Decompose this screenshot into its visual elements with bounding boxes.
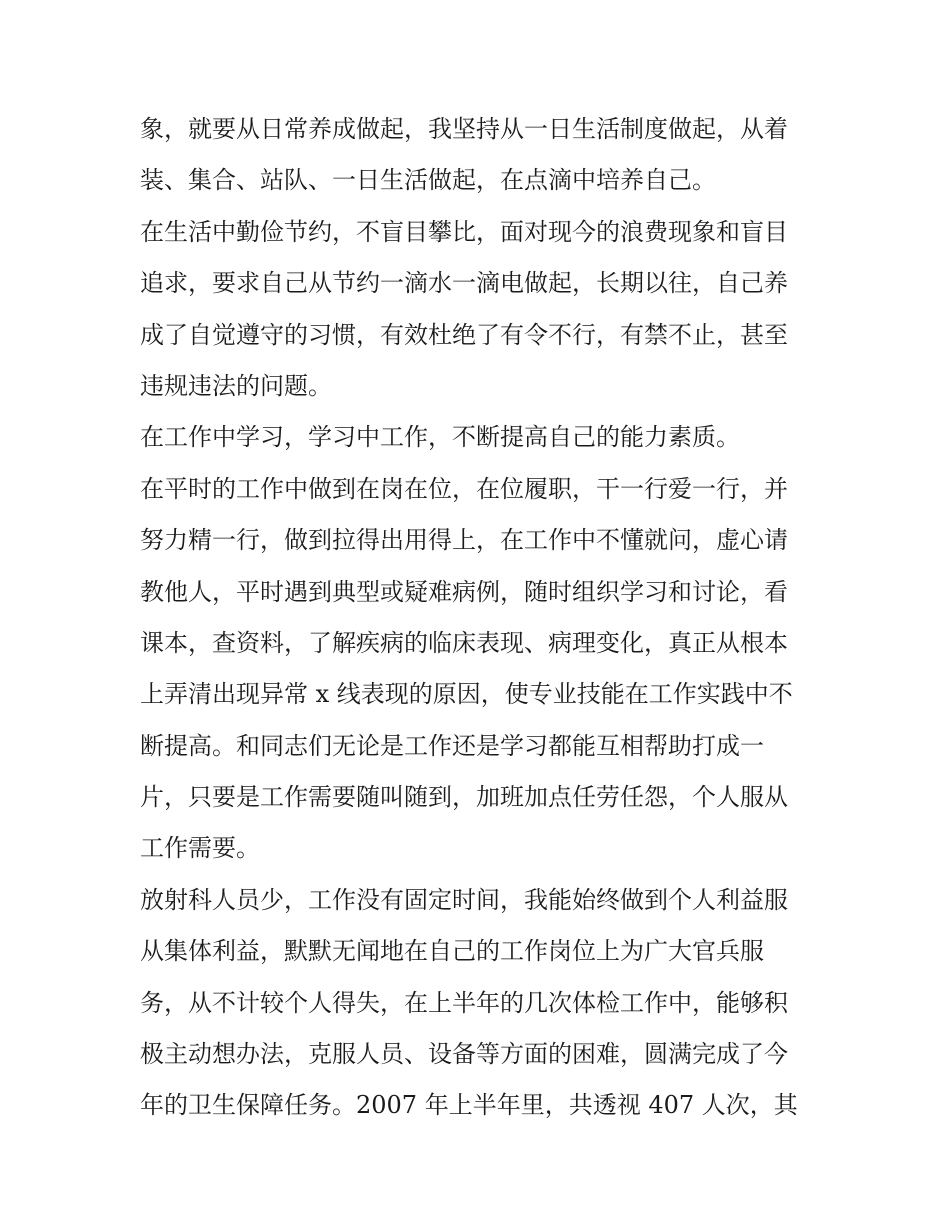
text-line: 追求，要求自己从节约一滴水一滴电做起，长期以往，自己养 [140, 269, 788, 298]
text-line: 工作需要。 [140, 834, 260, 863]
text-line: 违规违法的问题。 [140, 371, 332, 400]
text-line: 努力精一行，做到拉得出用得上，在工作中不懂就问，虚心请 [140, 526, 788, 555]
text-line: 成了自觉遵守的习惯，有效杜绝了有令不行，有禁不止，甚至 [140, 320, 788, 349]
text-line: 断提高。和同志们无论是工作还是学习都能互相帮助打成一 [140, 731, 764, 760]
text-line: 象，就要从日常养成做起，我坚持从一日生活制度做起，从着 [140, 115, 788, 143]
text-line: 片，只要是工作需要随叫随到，加班加点任劳任怨，个人服从 [140, 783, 788, 812]
text-line: 在平时的工作中做到在岗在位，在位履职，干一行爱一行，并 [140, 474, 788, 503]
body-text [140, 104, 820, 1132]
text-line: 极主动想办法，克服人员、设备等方面的困难，圆满完成了今 [140, 1040, 788, 1069]
text-line: 装、集合、站队、一日生活做起，在点滴中培养自己。 [140, 166, 716, 195]
text-line: 务，从不计较个人得失，在上半年的几次体检工作中，能够积 [140, 988, 788, 1017]
text-line: 放射科人员少，工作没有固定时间，我能始终做到个人利益服 [140, 885, 788, 914]
text-line: 教他人，平时遇到典型或疑难病例，随时组织学习和讨论，看 [140, 577, 788, 606]
text-line: 在工作中学习，学习中工作，不断提高自己的能力素质。 [140, 423, 740, 452]
text-line: 在生活中勤俭节约，不盲目攀比，面对现今的浪费现象和盲目 [140, 217, 788, 246]
text-line: 课本，查资料，了解疾病的临床表现、病理变化，真正从根本 [140, 628, 788, 657]
text-line: 上弄清出现异常 x 线表现的原因，使专业技能在工作实践中不 [140, 680, 793, 709]
text-line: 年的卫生保障任务。2007 年上半年里，共透视 407 人次，其 [140, 1091, 798, 1120]
text-line: 从集体利益，默默无闻地在自己的工作岗位上为广大官兵服 [140, 937, 764, 966]
